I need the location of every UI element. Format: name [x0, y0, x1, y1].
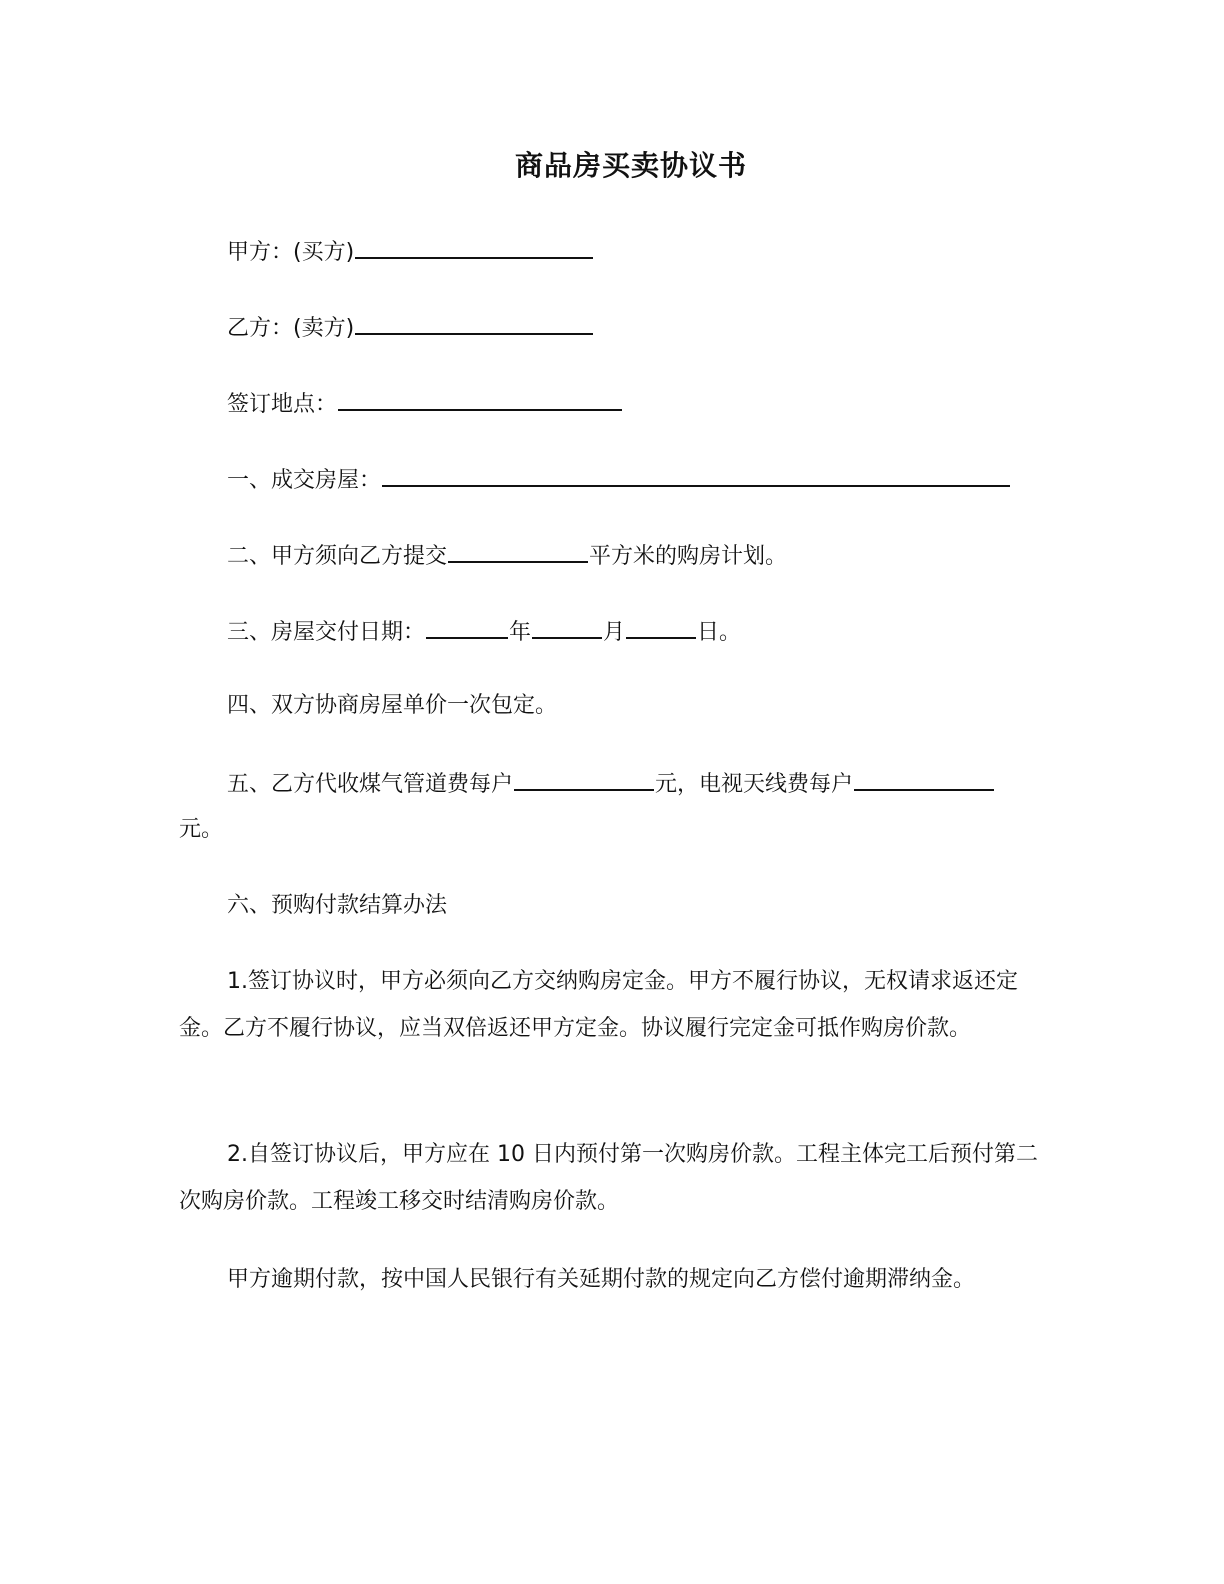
party-b-blank[interactable] [355, 311, 593, 335]
year-label: 年 [509, 620, 532, 645]
day-label: 日。 [697, 620, 742, 645]
item4-line: 四、双方协商房屋单价一次包定。 [227, 693, 558, 718]
item5-part2: 元，电视天线费每户 [655, 772, 854, 797]
item6-heading: 六、预购付款结算办法 [227, 893, 448, 918]
clause-3: 甲方逾期付款，按中国人民银行有关延期付款的规定向乙方偿付逾期滞纳金。 [227, 1267, 976, 1292]
item1-label: 一、成交房屋： [227, 468, 382, 493]
item5-line [227, 767, 995, 800]
item3-label: 三、房屋交付日期： [227, 620, 426, 645]
area-blank[interactable] [448, 539, 588, 563]
document-title: 商品房买卖协议书 [514, 149, 747, 182]
house-blank[interactable] [382, 463, 1010, 487]
location-line [227, 387, 623, 420]
location-label: 签订地点： [227, 392, 338, 417]
item5-part1: 五、乙方代收煤气管道费每户 [227, 772, 514, 797]
party-b-label: 乙方：(卖方) [227, 316, 355, 341]
party-a-label: 甲方：(买方) [227, 240, 355, 265]
month-blank[interactable] [532, 615, 602, 639]
month-label: 月 [603, 620, 626, 645]
year-blank[interactable] [426, 615, 508, 639]
clause-1: 1.签订协议时，甲方必须向乙方交纳购房定金。甲方不履行协议，无权请求返还定金。乙方不履行协议，应当双倍返还甲方定金。协议履行完定金可抵作购房价款。 [179, 969, 1018, 1041]
item3-line [227, 615, 741, 648]
party-b-line [227, 311, 594, 344]
tv-fee-blank[interactable] [854, 767, 994, 791]
item2-line [227, 539, 787, 572]
party-a-blank[interactable] [355, 235, 593, 259]
clause-2: 2.自签订协议后，甲方应在 10 日内预付第一次购房价款。工程主体完工后预付第二次购房价款。工程竣工移交时结清购房价款。 [179, 1142, 1038, 1214]
party-a-line [227, 235, 594, 268]
item2-after: 平方米的购房计划。 [589, 544, 788, 569]
gas-fee-blank[interactable] [514, 767, 654, 791]
item5-continuation: 元。 [179, 817, 224, 842]
item2-before: 二、甲方须向乙方提交 [227, 544, 448, 569]
day-blank[interactable] [626, 615, 696, 639]
location-blank[interactable] [338, 387, 622, 411]
item1-line [227, 463, 1011, 496]
